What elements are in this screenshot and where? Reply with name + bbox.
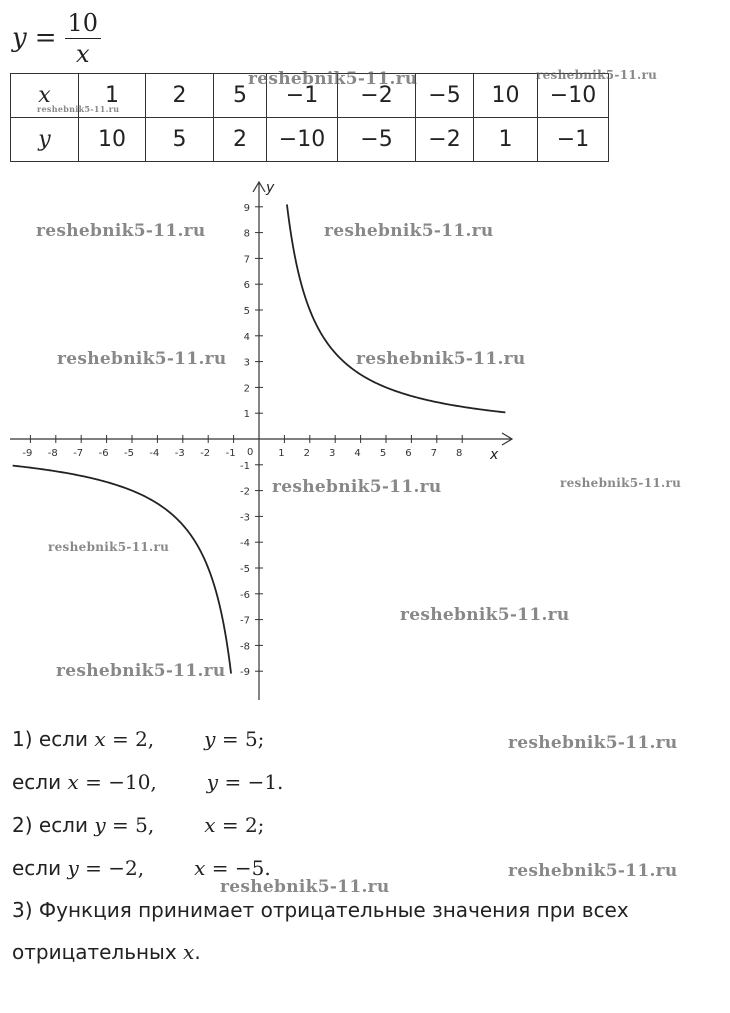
x-tick-label: 2 bbox=[303, 448, 310, 459]
y-tick-label: -9 bbox=[240, 667, 250, 679]
answer-var: x bbox=[183, 940, 195, 964]
table-cell: −10 bbox=[267, 118, 338, 162]
table-row-y bbox=[11, 118, 609, 162]
x-tick-label: 7 bbox=[430, 448, 437, 459]
answer-text: 3) Функция принимает отрицательные значения при всех bbox=[12, 898, 629, 922]
answer-prefix: если bbox=[12, 770, 68, 794]
y-tick-label: -4 bbox=[240, 538, 250, 550]
answer-res-var: y bbox=[204, 727, 216, 751]
answer-res-val: = 2; bbox=[215, 813, 265, 837]
answer-cond-var: x bbox=[67, 770, 79, 794]
y-tick-label: 8 bbox=[243, 228, 250, 240]
table-cell: −5 bbox=[338, 118, 416, 162]
watermark: reshebnik5-11.ru bbox=[220, 877, 390, 897]
table-header-y: y bbox=[11, 118, 79, 162]
function-formula bbox=[12, 8, 101, 68]
answer-res-var: x bbox=[204, 813, 216, 837]
axis-ticks bbox=[22, 203, 462, 678]
answer-cond-val: = −10, bbox=[78, 770, 157, 794]
y-tick-label: -6 bbox=[240, 589, 250, 601]
x-tick-label: -7 bbox=[73, 448, 84, 459]
x-tick-label: -1 bbox=[225, 448, 236, 459]
answer-cond-var: y bbox=[67, 856, 79, 880]
y-tick-label: 1 bbox=[243, 409, 250, 421]
answer-cond-val: = 2, bbox=[105, 727, 155, 751]
table-cell: −10 bbox=[538, 74, 609, 118]
y-tick-label: 5 bbox=[243, 306, 250, 317]
x-tick-label: -3 bbox=[174, 448, 185, 459]
watermark: reshebnik5-11.ru bbox=[36, 221, 206, 241]
curve-branch-negative bbox=[13, 466, 231, 674]
watermark: reshebnik5-11.ru bbox=[57, 349, 227, 369]
table-cell: −1 bbox=[267, 74, 338, 118]
watermark: reshebnik5-11.ru bbox=[536, 68, 658, 82]
table-cell: −1 bbox=[538, 118, 609, 162]
y-tick-label: -2 bbox=[240, 486, 250, 498]
table-cell: −5 bbox=[416, 74, 474, 118]
answer-line-3 bbox=[12, 813, 264, 837]
y-tick-label: -5 bbox=[240, 564, 250, 575]
x-tick-label: 8 bbox=[456, 448, 463, 459]
y-tick-label: 7 bbox=[243, 254, 250, 266]
answer-cond-var: x bbox=[94, 727, 106, 751]
y-tick-label: -1 bbox=[240, 460, 250, 472]
y-tick-label: -7 bbox=[240, 615, 250, 627]
answer-line-1 bbox=[12, 727, 264, 751]
answer-prefix: если bbox=[12, 856, 68, 880]
watermark: reshebnik5-11.ru bbox=[56, 661, 226, 681]
answer-cond-val: = 5, bbox=[105, 813, 155, 837]
table-cell: 5 bbox=[146, 118, 214, 162]
answer-prefix: 1) если bbox=[12, 727, 95, 751]
x-tick-label: -9 bbox=[22, 448, 33, 459]
y-tick-label: 4 bbox=[243, 331, 250, 343]
y-tick-label: 6 bbox=[243, 280, 250, 292]
watermark: reshebnik5-11.ru bbox=[508, 733, 678, 753]
watermark: reshebnik5-11.ru bbox=[48, 540, 170, 554]
x-tick-label: -5 bbox=[124, 448, 134, 459]
y-tick-label: -3 bbox=[240, 512, 250, 524]
answer-res-val: = −1. bbox=[218, 770, 284, 794]
y-tick-label: 9 bbox=[243, 202, 250, 214]
x-tick-label: -8 bbox=[47, 448, 58, 459]
formula-numerator: 10 bbox=[65, 11, 102, 39]
y-tick-label: -8 bbox=[240, 641, 250, 653]
table-cell: 2 bbox=[214, 118, 267, 162]
table-cell: 1 bbox=[79, 74, 146, 118]
table-cell: 5 bbox=[214, 74, 267, 118]
watermark: reshebnik5-11.ru bbox=[248, 69, 418, 89]
formula-denominator: x bbox=[76, 39, 90, 68]
table-header-x: x bbox=[11, 74, 79, 118]
watermark: reshebnik5-11.ru bbox=[508, 861, 678, 881]
x-axis-label: x bbox=[490, 447, 499, 463]
x-tick-label: -2 bbox=[200, 448, 211, 459]
table-cell: 2 bbox=[146, 74, 214, 118]
x-tick-label: 6 bbox=[405, 448, 412, 459]
answer-line-5 bbox=[12, 898, 629, 922]
x-tick-label: -4 bbox=[149, 448, 160, 459]
answer-cond-val: = −2, bbox=[78, 856, 145, 880]
answer-res-val: = −5. bbox=[205, 856, 271, 880]
watermark: reshebnik5-11.ru bbox=[272, 477, 442, 497]
formula-fraction bbox=[65, 8, 102, 68]
watermark: reshebnik5-11.ru bbox=[324, 221, 494, 241]
formula-lhs: y bbox=[12, 23, 27, 53]
origin-label: 0 bbox=[247, 447, 254, 458]
answer-res-val: = 5; bbox=[215, 727, 265, 751]
watermark: reshebnik5-11.ru bbox=[356, 349, 526, 369]
formula-equals: = bbox=[34, 23, 57, 53]
x-tick-label: 4 bbox=[354, 448, 361, 459]
y-tick-label: 2 bbox=[243, 383, 250, 395]
table-cell: −2 bbox=[416, 118, 474, 162]
y-tick-label: 3 bbox=[243, 357, 250, 369]
answer-cond-var: y bbox=[94, 813, 106, 837]
answer-end: . bbox=[194, 940, 201, 964]
x-tick-label: -6 bbox=[98, 448, 109, 459]
answer-res-var: x bbox=[194, 856, 206, 880]
answer-prefix: 2) если bbox=[12, 813, 95, 837]
x-tick-label: 1 bbox=[278, 448, 285, 459]
table-cell: 10 bbox=[79, 118, 146, 162]
watermark: reshebnik5-11.ru bbox=[400, 605, 570, 625]
x-tick-label: 5 bbox=[379, 448, 387, 459]
answer-line-2 bbox=[12, 770, 283, 794]
table-cell: 1 bbox=[474, 118, 538, 162]
watermark: reshebnik5-11.ru bbox=[37, 104, 120, 114]
y-axis-label: y bbox=[266, 180, 275, 196]
watermark: reshebnik5-11.ru bbox=[560, 476, 682, 490]
x-tick-label: 3 bbox=[329, 448, 336, 459]
answer-line-6 bbox=[12, 940, 201, 964]
answer-res-var: y bbox=[206, 770, 219, 794]
table-cell: 10 bbox=[474, 74, 538, 118]
table-cell: −2 bbox=[338, 74, 416, 118]
answer-text: отрицательных bbox=[12, 940, 184, 964]
